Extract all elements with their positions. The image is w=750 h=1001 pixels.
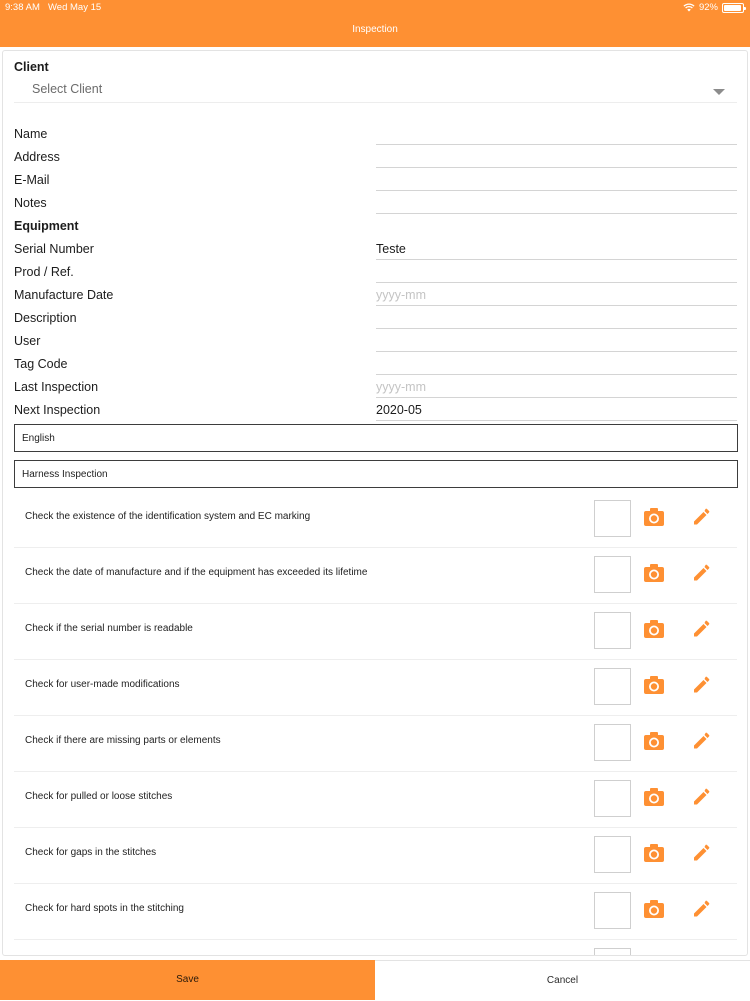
status-bar (0, 0, 750, 16)
description-field[interactable] (376, 306, 737, 329)
checklist-item-label: Check the existence of the identification system and EC marking (25, 511, 311, 522)
user-field[interactable] (376, 329, 737, 352)
pencil-icon[interactable] (690, 898, 712, 920)
user-row (14, 329, 737, 352)
equipment-heading-row (14, 214, 737, 237)
page-title: Inspection (352, 24, 398, 35)
checklist-item-label: Check if there are missing parts or elements (25, 735, 221, 746)
checklist-checkbox[interactable] (594, 500, 631, 537)
client-select-value: Select Client (32, 82, 103, 96)
camera-icon[interactable] (643, 843, 665, 863)
checklist-item-label: Check for hard spots in the stitching (25, 903, 184, 914)
checklist-checkbox[interactable] (594, 668, 631, 705)
status-indicators (683, 2, 744, 13)
checklist-item-label: Check for pulled or loose stitches (25, 791, 173, 802)
camera-icon[interactable] (643, 899, 665, 919)
pencil-icon[interactable] (690, 506, 712, 528)
notes-label: Notes (14, 196, 47, 210)
serial-number-value: Teste (376, 242, 406, 256)
next-inspection-label: Next Inspection (14, 403, 101, 417)
manufacture-date-row (14, 283, 737, 306)
checklist-checkbox[interactable] (594, 724, 631, 761)
prod-ref-label: Prod / Ref. (14, 265, 74, 279)
pencil-icon[interactable] (690, 842, 712, 864)
status-time: 9:38 AM (5, 2, 40, 13)
address-label: Address (14, 150, 60, 164)
manufacture-date-label: Manufacture Date (14, 288, 114, 302)
camera-icon[interactable] (643, 787, 665, 807)
serial-number-field[interactable] (376, 237, 737, 260)
manufacture-date-placeholder: yyyy-mm (376, 288, 426, 302)
description-label: Description (14, 311, 77, 325)
status-date: Wed May 15 (48, 2, 102, 13)
user-label: User (14, 334, 41, 348)
pencil-icon[interactable] (690, 730, 712, 752)
checklist-item-label: Check the date of manufacture and if the equipment has exceeded its lifetime (25, 567, 368, 578)
pencil-icon[interactable] (690, 674, 712, 696)
camera-icon[interactable] (643, 507, 665, 527)
next-inspection-value: 2020-05 (376, 403, 422, 417)
checklist-item (14, 604, 737, 660)
checklist-item-label: Check for user-made modifications (25, 679, 180, 690)
last-inspection-field[interactable] (376, 375, 737, 398)
language-select-value: English (22, 433, 55, 444)
email-row (14, 168, 737, 191)
battery-percent: 92% (698, 2, 718, 13)
checklist-item (14, 772, 737, 828)
tag-code-field[interactable] (376, 352, 737, 375)
manufacture-date-field[interactable] (376, 283, 737, 306)
email-label: E-Mail (14, 173, 50, 187)
checklist-item (14, 660, 737, 716)
language-select[interactable] (14, 424, 738, 452)
checklist (14, 492, 737, 956)
checklist-item (14, 884, 737, 940)
battery-icon (722, 3, 744, 13)
checklist-checkbox[interactable] (594, 892, 631, 929)
last-inspection-row (14, 375, 737, 398)
checklist-item-label: Check for gaps in the stitches (25, 847, 157, 858)
email-field[interactable] (376, 168, 737, 191)
address-field[interactable] (376, 145, 737, 168)
checklist-checkbox[interactable] (594, 948, 631, 956)
camera-icon[interactable] (643, 619, 665, 639)
last-inspection-label: Last Inspection (14, 380, 99, 394)
cancel-button[interactable]: Cancel (375, 960, 750, 1000)
serial-number-row (14, 237, 737, 260)
checklist-checkbox[interactable] (594, 836, 631, 873)
checklist-item (14, 548, 737, 604)
prod-ref-row (14, 260, 737, 283)
client-section-title: Client (14, 60, 49, 74)
serial-number-label: Serial Number (14, 242, 94, 256)
camera-icon[interactable] (643, 675, 665, 695)
checklist-checkbox[interactable] (594, 556, 631, 593)
next-inspection-field[interactable] (376, 398, 737, 421)
tag-code-row (14, 352, 737, 375)
camera-icon[interactable] (643, 563, 665, 583)
pencil-icon[interactable] (690, 562, 712, 584)
camera-icon[interactable] (643, 731, 665, 751)
chevron-down-icon (713, 89, 725, 95)
checklist-checkbox[interactable] (594, 780, 631, 817)
checklist-checkbox[interactable] (594, 612, 631, 649)
notes-row (14, 191, 737, 214)
checklist-item (14, 492, 737, 548)
checklist-item-partial (14, 940, 737, 956)
name-field[interactable] (376, 122, 737, 145)
equipment-section-title: Equipment (14, 219, 79, 233)
inspection-form[interactable] (2, 50, 748, 956)
prod-ref-field[interactable] (376, 260, 737, 283)
client-select[interactable] (14, 79, 737, 103)
description-row (14, 306, 737, 329)
wifi-icon (683, 3, 695, 12)
pencil-icon[interactable] (690, 618, 712, 640)
name-row (14, 122, 737, 145)
last-inspection-placeholder: yyyy-mm (376, 380, 426, 394)
next-inspection-row (14, 398, 737, 421)
checklist-item-label: Check if the serial number is readable (25, 623, 193, 634)
pencil-icon[interactable] (690, 786, 712, 808)
app-header (0, 0, 750, 47)
address-row (14, 145, 737, 168)
tag-code-label: Tag Code (14, 357, 68, 371)
inspection-type-select[interactable] (14, 460, 738, 488)
battery-level (724, 5, 741, 11)
name-label: Name (14, 127, 48, 141)
notes-field[interactable] (376, 191, 737, 214)
checklist-item (14, 716, 737, 772)
save-button[interactable]: Save (0, 960, 375, 1000)
checklist-item (14, 828, 737, 884)
inspection-type-value: Harness Inspection (22, 469, 108, 480)
footer-bar (0, 960, 750, 1000)
